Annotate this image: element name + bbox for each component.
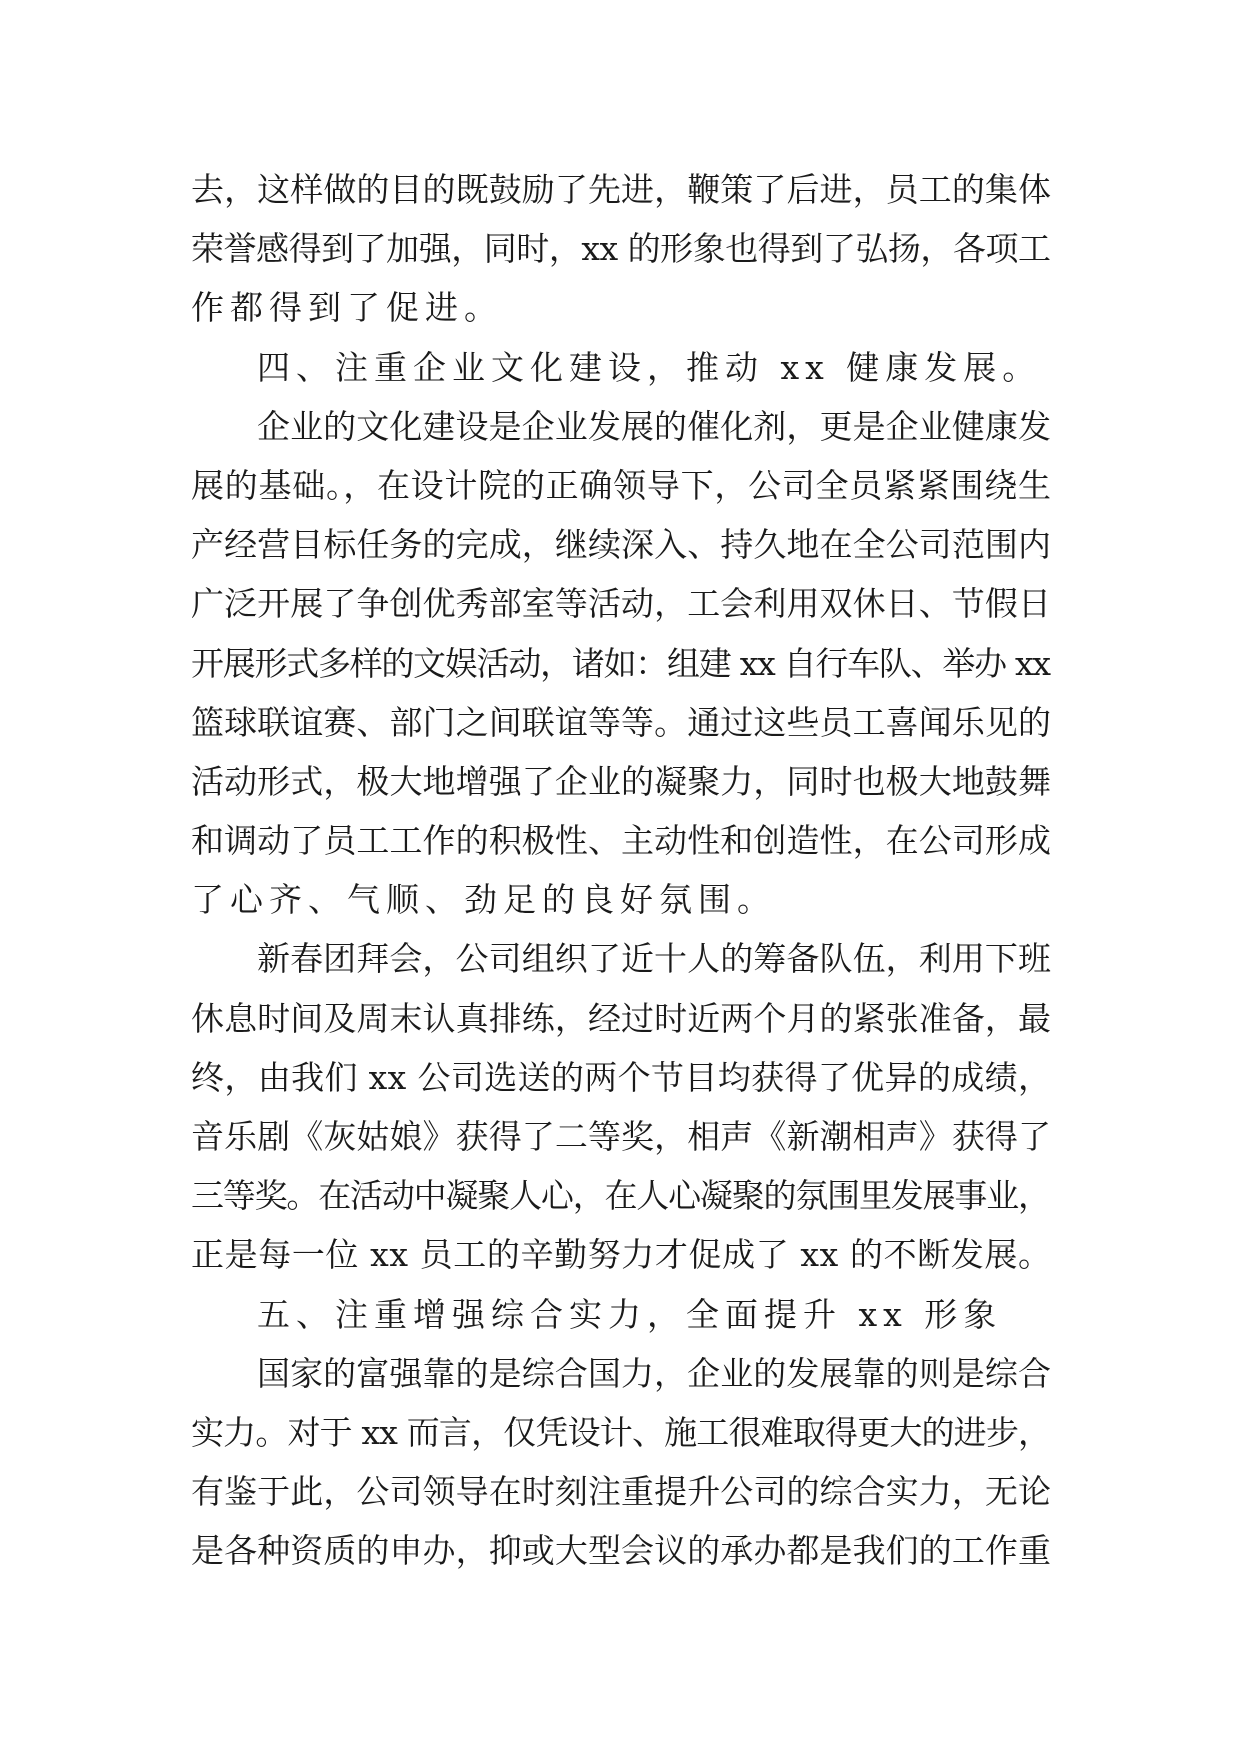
section-heading-4: 四、注重企业文化建设，推动 xx 健康发展。 [257,347,1042,387]
text-line: 休息时间及周末认真排练，经过时近两个月的紧张准备，最 [191,998,1052,1038]
text-line: 终，由我们 xx 公司选送的两个节目均获得了优异的成绩， [191,1057,1052,1097]
text-line: 和调动了员工工作的积极性、主动性和创造性，在公司形成 [191,821,1052,861]
text-line: 企业的文化建设是企业发展的催化剂，更是企业健康发 [257,406,1052,446]
document-body [191,160,1051,1581]
text-line: 作都得到了促进。 [191,288,503,328]
text-line: 新春团拜会，公司组织了近十人的筹备队伍，利用下班 [257,939,1052,979]
text-line: 篮球联谊赛、部门之间联谊等等。通过这些员工喜闻乐见的 [191,702,1052,742]
text-line: 实力。对于 xx 而言，仅凭设计、施工很难取得更大的进步， [191,1412,1051,1452]
text-line: 开展形式多样的文娱活动，诸如：组建 xx 自行车队、举办 xx [191,643,1050,683]
text-line: 荣誉感得到了加强，同时，xx 的形象也得到了弘扬，各项工 [191,229,1051,269]
text-line: 广泛开展了争创优秀部室等活动，工会利用双休日、节假日 [191,584,1052,624]
text-line: 产经营目标任务的完成，继续深入、持久地在全公司范围内 [191,525,1052,565]
text-line: 是各种资质的申办，抑或大型会议的承办都是我们的工作重 [191,1531,1052,1571]
text-line: 有鉴于此，公司领导在时刻注重提升公司的综合实力，无论 [191,1472,1052,1512]
text-line: 展的基础。，在设计院的正确领导下，公司全员紧紧围绕生 [191,465,1052,505]
text-line: 活动形式，极大地增强了企业的凝聚力，同时也极大地鼓舞 [191,761,1052,801]
text-line: 去，这样做的目的既鼓励了先进，鞭策了后进，员工的集体 [191,170,1052,209]
text-line: 音乐剧《灰姑娘》获得了二等奖，相声《新潮相声》获得了 [191,1117,1052,1156]
text-line: 三等奖。在活动中凝聚人心，在人心凝聚的氛围里发展事业， [191,1176,1050,1216]
text-line: 国家的富强靠的是综合国力，企业的发展靠的则是综合 [257,1353,1052,1393]
text-line: 正是每一位 xx 员工的辛勤努力才促成了 xx 的不断发展。 [191,1235,1052,1275]
section-heading-5: 五、注重增强综合实力，全面提升 xx 形象 [257,1294,1003,1334]
text-line: 了心齐、气顺、劲足的良好氛围。 [191,880,776,920]
